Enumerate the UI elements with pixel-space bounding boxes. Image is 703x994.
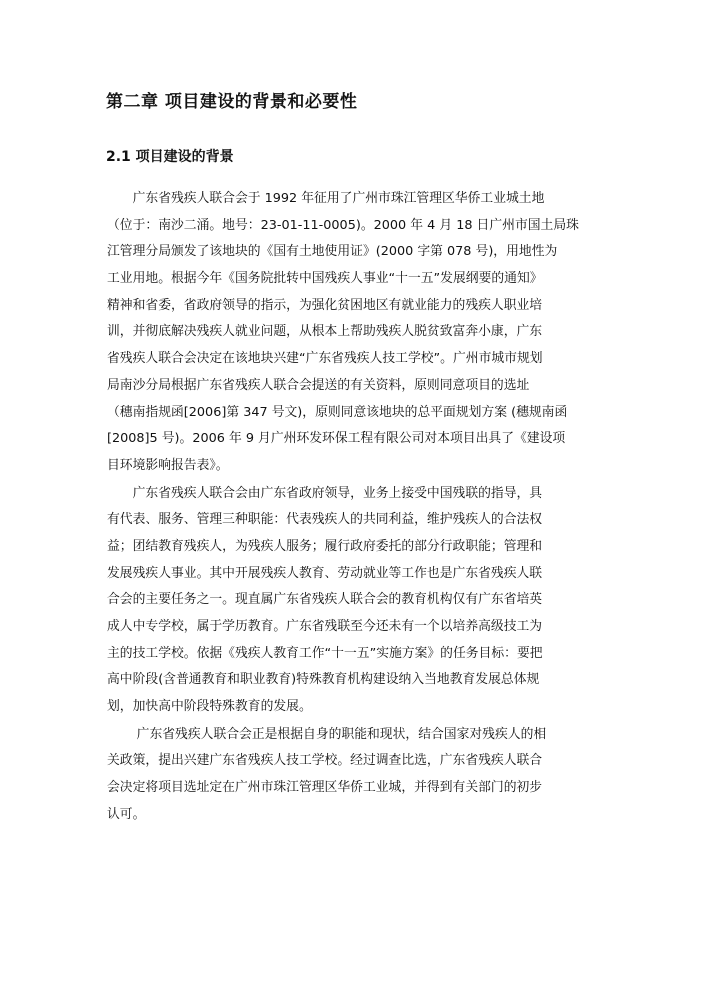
section-title: 2.1 项目建设的背景 bbox=[106, 149, 234, 165]
text-line: 高中阶段(含普通教育和职业教育)特殊教育机构建设纳入当地教育发展总体规 bbox=[107, 672, 540, 688]
text-line: 精神和省委，省政府领导的指示，为强化贫困地区有就业能力的残疾人职业培 bbox=[107, 297, 543, 313]
paragraph-3 bbox=[107, 722, 597, 829]
text-line: 广东省残疾人联合会正是根据自身的职能和现状，结合国家对残疾人的相 bbox=[107, 726, 547, 742]
text-line: 关政策，提出兴建广东省残疾人技工学校。经过调查比选，广东省残疾人联合 bbox=[107, 753, 543, 769]
text-line: （穗南指规函[2006]第 347 号文)，原则同意该地块的总平面规划方案 (穗规南函 bbox=[107, 404, 568, 420]
text-line: 合会的主要任务之一。现直属广东省残疾人联合会的教育机构仅有广东省培英 bbox=[107, 592, 543, 608]
chapter-title: 第二章 项目建设的背景和必要性 bbox=[106, 92, 358, 112]
body-text bbox=[107, 186, 597, 829]
text-line: 江管理分局颁发了该地块的《国有土地使用证》(2000 字第 078 号)，用地性为 bbox=[107, 244, 558, 260]
text-line: 局南沙分局根据广东省残疾人联合会提送的有关资料，原则同意项目的选址 bbox=[107, 377, 530, 393]
paragraph-2 bbox=[107, 481, 597, 721]
text-line: 广东省残疾人联合会于 1992 年征用了广州市珠江管理区华侨工业城土地 bbox=[107, 191, 545, 206]
text-line: [2008]5 号)。2006 年 9 月广州环发环保工程有限公司对本项目出具了《建设项 bbox=[107, 431, 566, 447]
text-line: 有代表、服务、管理三种职能：代表残疾人的共同利益，维护残疾人的合法权 bbox=[107, 512, 543, 528]
text-line: 主的技工学校。依据《残疾人教育工作“十一五”实施方案》的任务目标：要把 bbox=[107, 645, 543, 661]
text-line: 认可。 bbox=[107, 806, 146, 822]
text-line: 工业用地。根据今年《国务院批转中国残疾人事业“十一五”发展纲要的通知》 bbox=[107, 271, 543, 287]
text-line: 训，并彻底解决残疾人就业问题，从根本上帮助残疾人脱贫致富奔小康，广东 bbox=[107, 324, 543, 340]
paragraph-1 bbox=[107, 186, 597, 480]
text-line: 目环境影响报告表》。 bbox=[107, 457, 229, 473]
text-line: 成人中专学校，属于学历教育。广东省残联至今还未有一个以培养高级技工为 bbox=[107, 619, 543, 634]
text-line: 益；团结教育残疾人，为残疾人服务；履行政府委托的部分行政职能；管理和 bbox=[107, 538, 543, 554]
text-line: （位于：南沙二涌。地号：23-01-11-0005)。2000 年 4 月 18 日广州市国土局珠 bbox=[107, 217, 579, 233]
text-line: 省残疾人联合会决定在该地块兴建“广东省残疾人技工学校”。广州市城市规划 bbox=[107, 351, 543, 367]
text-line: 广东省残疾人联合会由广东省政府领导，业务上接受中国残联的指导，具 bbox=[107, 485, 543, 501]
text-line: 发展残疾人事业。其中开展残疾人教育、劳动就业等工作也是广东省残疾人联 bbox=[107, 565, 543, 581]
text-line: 会决定将项目选址定在广州市珠江管理区华侨工业城，并得到有关部门的初步 bbox=[107, 780, 543, 796]
text-line: 划，加快高中阶段特殊教育的发展。 bbox=[107, 699, 312, 715]
